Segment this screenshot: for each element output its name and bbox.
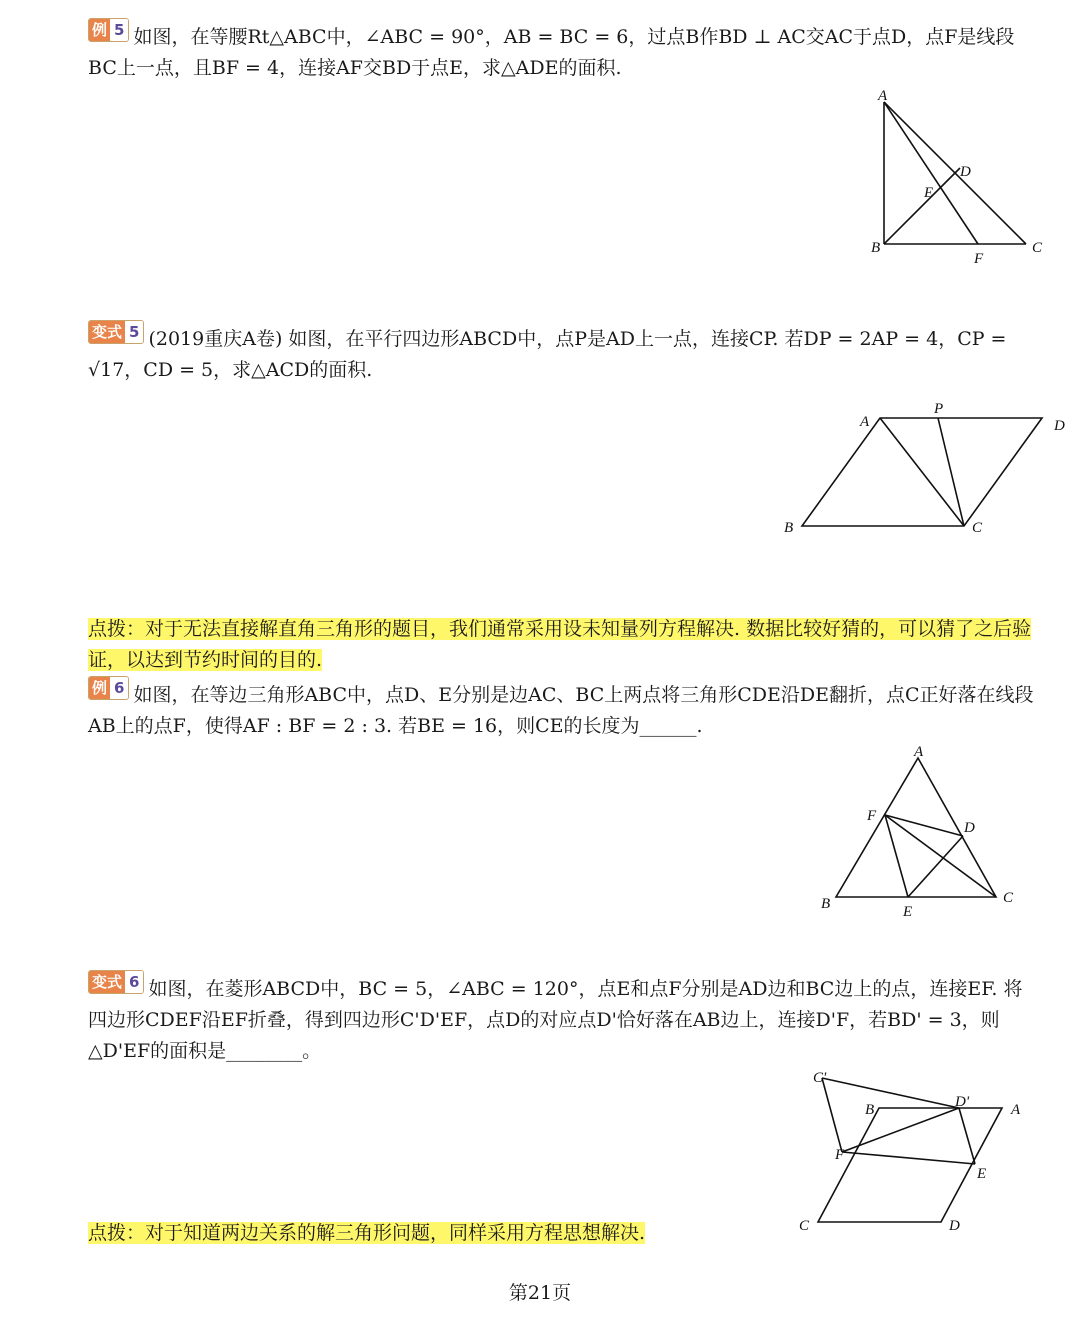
- example-tag: 例 6: [88, 676, 129, 700]
- example-6-text: 如图，在等边三角形ABC中，点D、E分别是边AC、BC上两点将三角形CDE沿DE翻折，点C正好落在线段AB上的点F，使得AF : BF = 2 : 3. 若BE = 16，则CE的长度为______.: [88, 684, 1034, 737]
- label-c: C: [799, 1218, 810, 1234]
- label-c: C: [1003, 890, 1014, 906]
- figure-example-6: [815, 742, 1025, 924]
- label-c: C: [972, 520, 983, 536]
- variant-6-text: 如图，在菱形ABCD中，BC = 5，∠ABC = 120°，点E和点F分别是AD边和BC边上的点，连接EF. 将四边形CDEF沿EF折叠，得到四边形C'D'EF，点D的对应点D'恰好落在AB边上，连接D'F，若BD' = 3，则△D'EF的面积是________。: [88, 978, 1023, 1062]
- label-a: A: [878, 88, 888, 104]
- segment-c1f: [822, 1078, 842, 1152]
- example-6: [88, 676, 1038, 742]
- rhombus-abcd: [818, 1108, 1002, 1222]
- label-p: P: [934, 401, 944, 417]
- segment-fd1: [842, 1108, 959, 1152]
- page-number: 第21页: [508, 1282, 572, 1304]
- variant-tag: 变式 6: [88, 970, 144, 994]
- hint-2: [88, 1218, 1038, 1249]
- segment-fe: [885, 815, 908, 897]
- label-b: B: [784, 520, 794, 536]
- figure-variant-5: [780, 398, 1080, 543]
- label-c: C: [1032, 240, 1043, 256]
- label-e: E: [924, 185, 934, 201]
- hint-2-text: 点拨：对于知道两边关系的解三角形问题，同样采用方程思想解决.: [88, 1222, 646, 1244]
- label-b: B: [871, 240, 881, 256]
- label-d-prime: D': [955, 1094, 970, 1110]
- hint-1: [88, 614, 1038, 676]
- label-d: D: [960, 164, 971, 180]
- label-f: F: [835, 1147, 845, 1163]
- variant-6: [88, 970, 1038, 1067]
- variant-5: [88, 320, 1038, 386]
- label-d: D: [964, 820, 975, 836]
- label-a: A: [860, 414, 870, 430]
- segment-fe: [842, 1152, 975, 1164]
- label-a: A: [1011, 1102, 1021, 1118]
- variant-tag: 变式 5: [88, 320, 144, 344]
- figure-variant-6: [795, 1064, 1045, 1244]
- label-d: D: [1054, 418, 1065, 434]
- example-tag: 例 5: [88, 18, 129, 42]
- label-b: B: [821, 896, 831, 912]
- example-5: [88, 18, 1038, 84]
- segment-c1d1: [822, 1078, 959, 1108]
- figure-example-5: [860, 86, 1050, 268]
- label-e: E: [903, 904, 913, 920]
- label-a: A: [914, 744, 924, 760]
- hint-1-text: 点拨：对于无法直接解直角三角形的题目，我们通常采用设未知量列方程解决. 数据比较好猜的，可以猜了之后验证，以达到节约时间的目的.: [88, 618, 1032, 671]
- label-f: F: [974, 251, 984, 267]
- segment-bd: [884, 168, 960, 244]
- example-5-text: 如图，在等腰Rt△ABC中，∠ABC = 90°，AB = BC = 6，过点B作BD ⊥ AC交AC于点D，点F是线段BC上一点，且BF = 4，连接AF交BD于点E，求△ADE的面积.: [88, 26, 1015, 79]
- segment-d1e: [959, 1108, 975, 1164]
- label-f: F: [867, 808, 877, 824]
- label-c-prime: C': [813, 1070, 827, 1086]
- label-b: B: [865, 1102, 875, 1118]
- label-d: D: [949, 1218, 960, 1234]
- label-e: E: [977, 1166, 987, 1182]
- variant-5-text: (2019重庆A卷) 如图，在平行四边形ABCD中，点P是AD上一点，连接CP. 若DP = 2AP = 4，CP = √17，CD = 5，求△ACD的面积.: [88, 328, 1007, 381]
- segment-fc: [885, 815, 996, 897]
